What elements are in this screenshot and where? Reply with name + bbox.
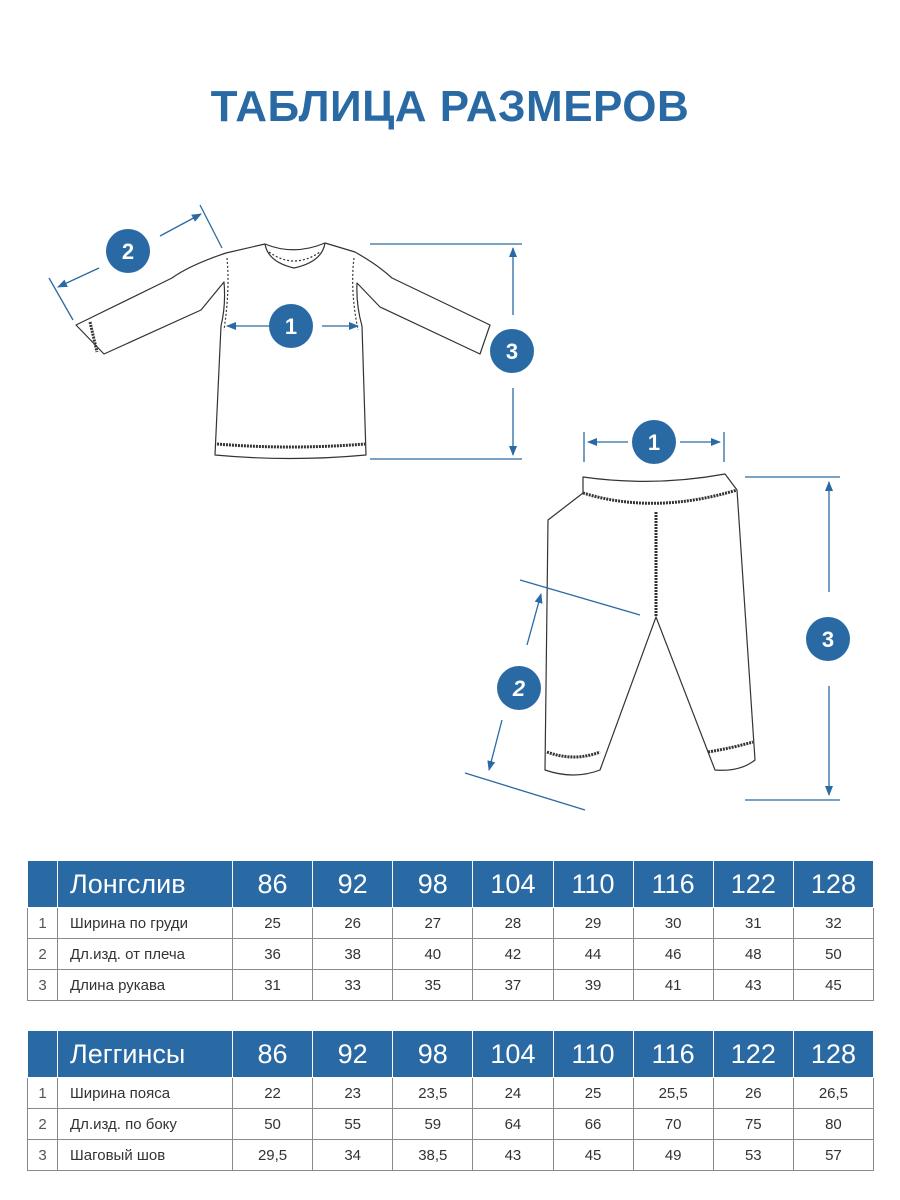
size-header: 110 [553, 861, 633, 908]
cell-value: 36 [233, 939, 313, 970]
table-row [28, 970, 874, 1001]
marker-pants-side [806, 617, 850, 661]
table-header-row [28, 861, 874, 908]
marker-pants-inseam-label: 2 [512, 676, 526, 701]
cell-value: 46 [633, 939, 713, 970]
longsleeve-drawing [76, 243, 490, 459]
size-header: 122 [713, 861, 793, 908]
table-row [28, 1140, 874, 1171]
longsleeve-size-table [27, 860, 874, 1001]
size-header: 128 [793, 1031, 873, 1078]
marker-pants-side-label: 3 [821, 627, 835, 652]
cell-value: 26 [713, 1078, 793, 1109]
cell-value: 25 [233, 908, 313, 939]
row-index: 1 [28, 1078, 58, 1109]
row-label: Шаговый шов [58, 1140, 233, 1171]
cell-value: 44 [553, 939, 633, 970]
table-row [28, 908, 874, 939]
cell-value: 26 [313, 908, 393, 939]
cell-value: 50 [793, 939, 873, 970]
measurement-lines [49, 205, 840, 810]
cell-value: 48 [713, 939, 793, 970]
cell-value: 38 [313, 939, 393, 970]
row-label: Длина рукава [58, 970, 233, 1001]
cell-value: 59 [393, 1109, 473, 1140]
cell-value: 30 [633, 908, 713, 939]
row-index: 1 [28, 908, 58, 939]
size-header: 104 [473, 861, 553, 908]
cell-value: 45 [793, 970, 873, 1001]
table-row [28, 1109, 874, 1140]
row-label: Ширина по груди [58, 908, 233, 939]
size-header: 110 [553, 1031, 633, 1078]
cell-value: 34 [313, 1140, 393, 1171]
cell-value: 45 [553, 1140, 633, 1171]
cell-value: 23,5 [393, 1078, 473, 1109]
marker-pants-inseam [497, 666, 541, 710]
size-header: 86 [233, 1031, 313, 1078]
table-row [28, 939, 874, 970]
cell-value: 57 [793, 1140, 873, 1171]
marker-pants-waist-label: 1 [647, 430, 661, 455]
cell-value: 64 [473, 1109, 553, 1140]
cell-value: 41 [633, 970, 713, 1001]
marker-shirt-sleeve [106, 229, 150, 273]
size-header: 128 [793, 861, 873, 908]
size-header: 92 [313, 1031, 393, 1078]
size-header: 98 [393, 861, 473, 908]
leggings-drawing [545, 474, 755, 775]
size-header: 122 [713, 1031, 793, 1078]
product-name: Леггинсы [58, 1031, 233, 1078]
marker-shirt-sleeve-label: 2 [121, 239, 135, 264]
cell-value: 27 [393, 908, 473, 939]
cell-value: 24 [473, 1078, 553, 1109]
table-header-row [28, 1031, 874, 1078]
cell-value: 35 [393, 970, 473, 1001]
cell-value: 43 [473, 1140, 553, 1171]
cell-value: 23 [313, 1078, 393, 1109]
row-label: Дл.изд. по боку [58, 1109, 233, 1140]
row-index: 3 [28, 1140, 58, 1171]
row-index: 2 [28, 939, 58, 970]
marker-shirt-length [490, 329, 534, 373]
cell-value: 31 [713, 908, 793, 939]
cell-value: 66 [553, 1109, 633, 1140]
header-corner [28, 861, 58, 908]
cell-value: 40 [393, 939, 473, 970]
cell-value: 70 [633, 1109, 713, 1140]
cell-value: 37 [473, 970, 553, 1001]
cell-value: 26,5 [793, 1078, 873, 1109]
cell-value: 25 [553, 1078, 633, 1109]
cell-value: 39 [553, 970, 633, 1001]
row-label: Ширина пояса [58, 1078, 233, 1109]
cell-value: 29 [553, 908, 633, 939]
cell-value: 31 [233, 970, 313, 1001]
marker-shirt-chest-label: 1 [284, 314, 298, 339]
cell-value: 80 [793, 1109, 873, 1140]
cell-value: 32 [793, 908, 873, 939]
cell-value: 55 [313, 1109, 393, 1140]
cell-value: 75 [713, 1109, 793, 1140]
cell-value: 53 [713, 1140, 793, 1171]
cell-value: 25,5 [633, 1078, 713, 1109]
size-header: 116 [633, 861, 713, 908]
size-header: 92 [313, 861, 393, 908]
product-name: Лонгслив [58, 861, 233, 908]
marker-shirt-chest [269, 304, 313, 348]
marker-pants-waist [632, 420, 676, 464]
cell-value: 33 [313, 970, 393, 1001]
page-title: ТАБЛИЦА РАЗМЕРОВ [210, 82, 690, 131]
row-label: Дл.изд. от плеча [58, 939, 233, 970]
row-index: 2 [28, 1109, 58, 1140]
cell-value: 50 [233, 1109, 313, 1140]
leggings-size-table [27, 1030, 874, 1171]
cell-value: 38,5 [393, 1140, 473, 1171]
cell-value: 49 [633, 1140, 713, 1171]
cell-value: 43 [713, 970, 793, 1001]
header-corner [28, 1031, 58, 1078]
size-header: 98 [393, 1031, 473, 1078]
marker-shirt-length-label: 3 [505, 339, 519, 364]
cell-value: 29,5 [233, 1140, 313, 1171]
cell-value: 28 [473, 908, 553, 939]
cell-value: 42 [473, 939, 553, 970]
row-index: 3 [28, 970, 58, 1001]
cell-value: 22 [233, 1078, 313, 1109]
size-header: 86 [233, 861, 313, 908]
size-header: 116 [633, 1031, 713, 1078]
size-header: 104 [473, 1031, 553, 1078]
table-row [28, 1078, 874, 1109]
